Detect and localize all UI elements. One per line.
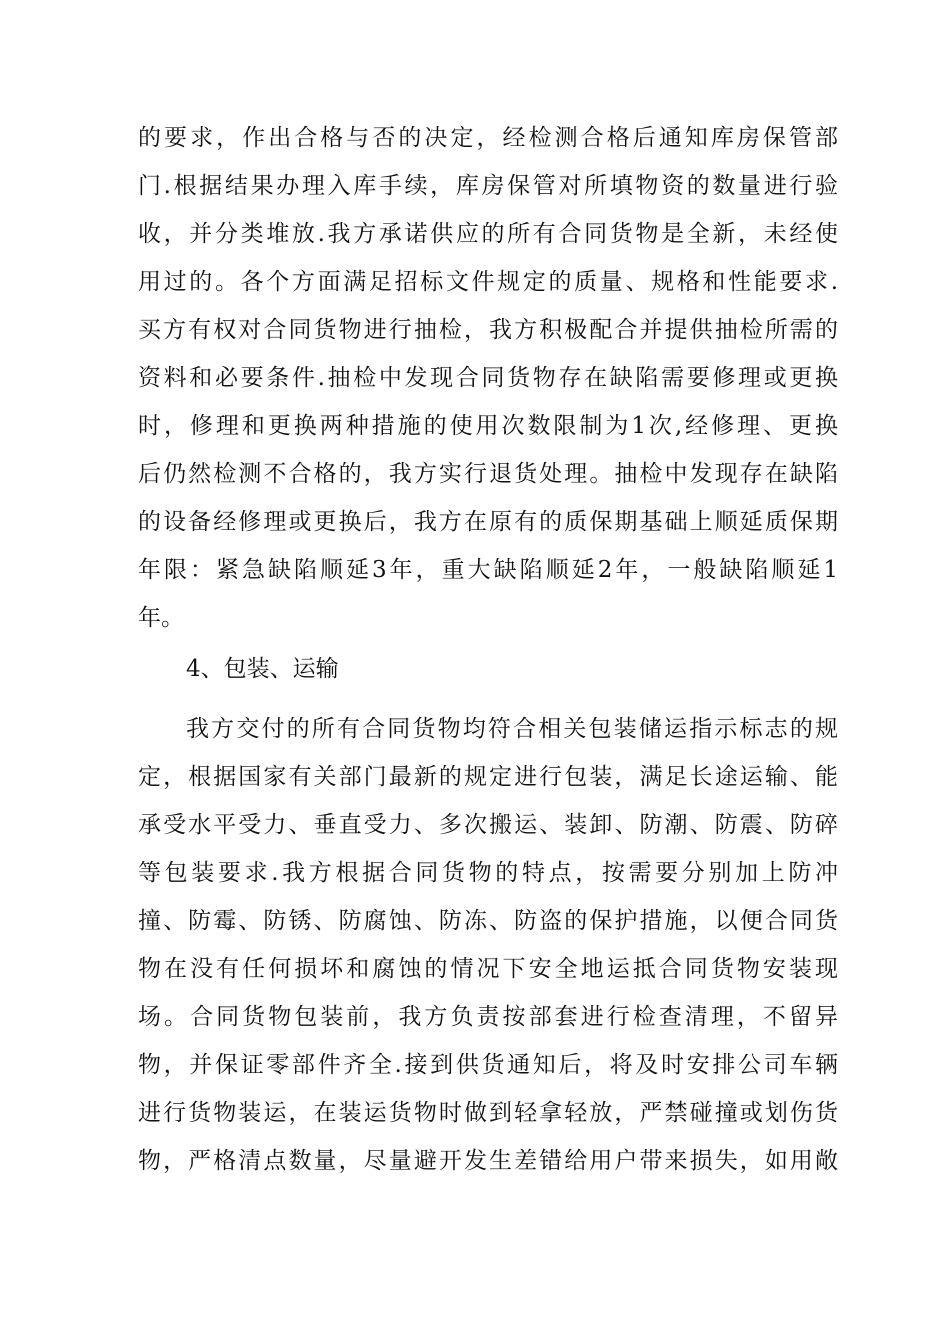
- paragraph-2-line-1: 我方交付的所有合同货物均符合相关包装储运指示标志的规: [186, 716, 838, 742]
- paragraph-1-line-11: 年。: [138, 605, 184, 631]
- paragraph-2-line-4: 等包装要求.我方根据合同货物的特点，按需要分别加上防冲: [138, 860, 838, 886]
- paragraph-1-line-1: 的要求，作出合格与否的决定，经检测合格后通知库房保管部: [138, 125, 838, 151]
- paragraph-1-line-7: 时，修理和更换两种措施的使用次数限制为1次,经修理、更换: [138, 413, 838, 439]
- paragraph-1-line-6: 资料和必要条件.抽检中发现合同货物存在缺陷需要修理或更换: [138, 365, 838, 391]
- paragraph-1-line-5: 买方有权对合同货物进行抽检，我方积极配合并提供抽检所需的: [138, 317, 838, 343]
- paragraph-2-line-2: 定，根据国家有关部门最新的规定进行包装，满足长途运输、能: [138, 764, 838, 790]
- paragraph-1-line-4: 用过的。各个方面满足招标文件规定的质量、规格和性能要求.: [138, 269, 838, 295]
- paragraph-2-line-3: 承受水平受力、垂直受力、多次搬运、装卸、防潮、防震、防碎: [138, 812, 838, 838]
- paragraph-2-line-10: 物，严格清点数量，尽量避开发生差错给用户带来损失，如用敞: [138, 1148, 838, 1174]
- paragraph-1-line-9: 的设备经修理或更换后，我方在原有的质保期基础上顺延质保期: [138, 509, 838, 535]
- paragraph-2-line-7: 场。合同货物包装前，我方负责按部套进行检查清理，不留异: [138, 1004, 838, 1030]
- paragraph-2-line-8: 物，并保证零部件齐全.接到供货通知后，将及时安排公司车辆: [138, 1052, 838, 1078]
- paragraph-1-line-3: 收，并分类堆放.我方承诺供应的所有合同货物是全新，未经使: [138, 221, 838, 247]
- paragraph-2-line-6: 物在没有任何损坏和腐蚀的情况下安全地运抵合同货物安装现: [138, 956, 838, 982]
- paragraph-1-line-8: 后仍然检测不合格的，我方实行退货处理。抽检中发现存在缺陷: [138, 461, 838, 487]
- paragraph-1-line-10: 年限：紧急缺陷顺延3年，重大缺陷顺延2年，一般缺陷顺延1: [138, 557, 838, 583]
- section-heading: 4、包装、运输: [186, 656, 339, 682]
- paragraph-1-line-2: 门.根据结果办理入库手续，库房保管对所填物资的数量进行验: [138, 173, 838, 199]
- paragraph-2-line-5: 撞、防霉、防锈、防腐蚀、防冻、防盗的保护措施，以便合同货: [138, 908, 838, 934]
- paragraph-2-line-9: 进行货物装运，在装运货物时做到轻拿轻放，严禁碰撞或划伤货: [138, 1100, 838, 1126]
